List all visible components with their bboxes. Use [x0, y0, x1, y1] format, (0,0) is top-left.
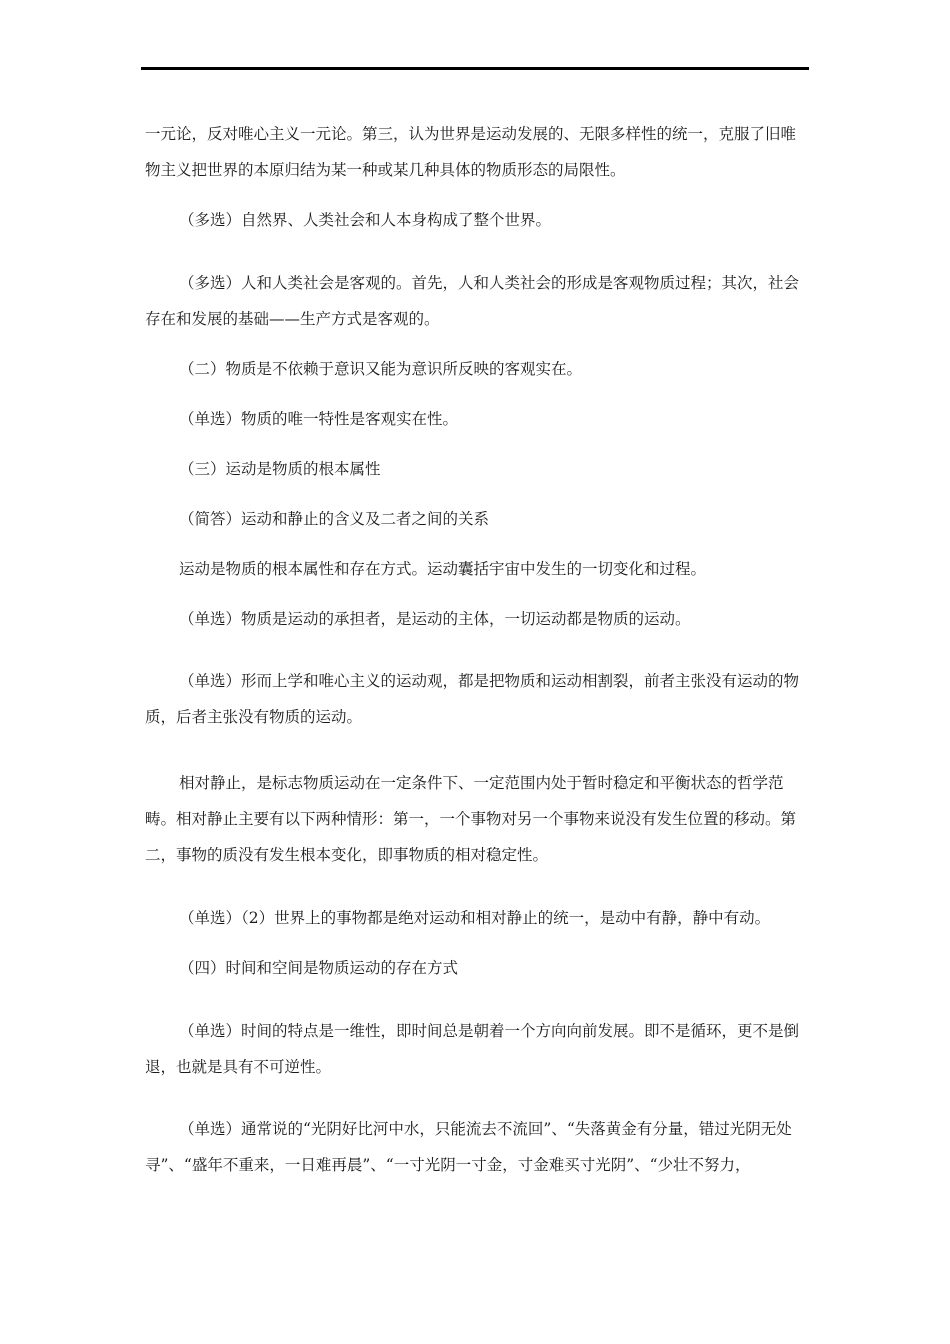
paragraph-9: （单选）物质是运动的承担者，是运动的主体，一切运动都是物质的运动。 [179, 610, 691, 628]
paragraph-12: （单选）（2）世界上的事物都是绝对运动和相对静止的统一，是动中有静，静中有动。 [179, 909, 771, 927]
paragraph-3: （多选）人和人类社会是客观的。首先，人和人类社会的形成是客观物质过程；其次，社会存在和发展的基础——生产方式是客观的。 [145, 274, 800, 328]
paragraph-1: 一元论，反对唯心主义一元论。第三，认为世界是运动发展的、无限多样性的统一，克服了旧唯物主义把世界的本原归结为某一种或某几种具体的物质形态的局限性。 [145, 125, 797, 179]
paragraph-4: （二）物质是不依赖于意识又能为意识所反映的客观实在。 [179, 360, 583, 378]
paragraph-14: （单选）时间的特点是一维性，即时间总是朝着一个方向向前发展。即不是循环，更不是倒退，也就是具有不可逆性。 [145, 1022, 800, 1076]
paragraph-7: （简答）运动和静止的含义及二者之间的关系 [179, 510, 490, 528]
paragraph-10: （单选）形而上学和唯心主义的运动观，都是把物质和运动相割裂，前者主张没有运动的物质，后者主张没有物质的运动。 [145, 672, 800, 726]
paragraph-8: 运动是物质的根本属性和存在方式。运动囊括宇宙中发生的一切变化和过程。 [179, 560, 707, 578]
paragraph-2: （多选）自然界、人类社会和人本身构成了整个世界。 [179, 211, 552, 229]
paragraph-6: （三）运动是物质的根本属性 [179, 460, 381, 478]
paragraph-15: （单选）通常说的“光阴好比河中水，只能流去不流回”、“失落黄金有分量，错过光阴无处寻”、“盛年不重来，一日难再晨”、“一寸光阴一寸金，寸金难买寸光阴”、“少壮不努力， [145, 1120, 792, 1174]
paragraph-5: （单选）物质的唯一特性是客观实在性。 [179, 410, 459, 428]
paragraph-11: 相对静止，是标志物质运动在一定条件下、一定范围内处于暂时稳定和平衡状态的哲学范畴。相对静止主要有以下两种情形：第一，一个事物对另一个事物来说没有发生位置的移动。第二，事物的质没有发生根本变化，即事物质的相对稳定性。 [145, 774, 797, 864]
paragraph-13: （四）时间和空间是物质运动的存在方式 [179, 959, 459, 977]
header-rule [141, 67, 809, 70]
